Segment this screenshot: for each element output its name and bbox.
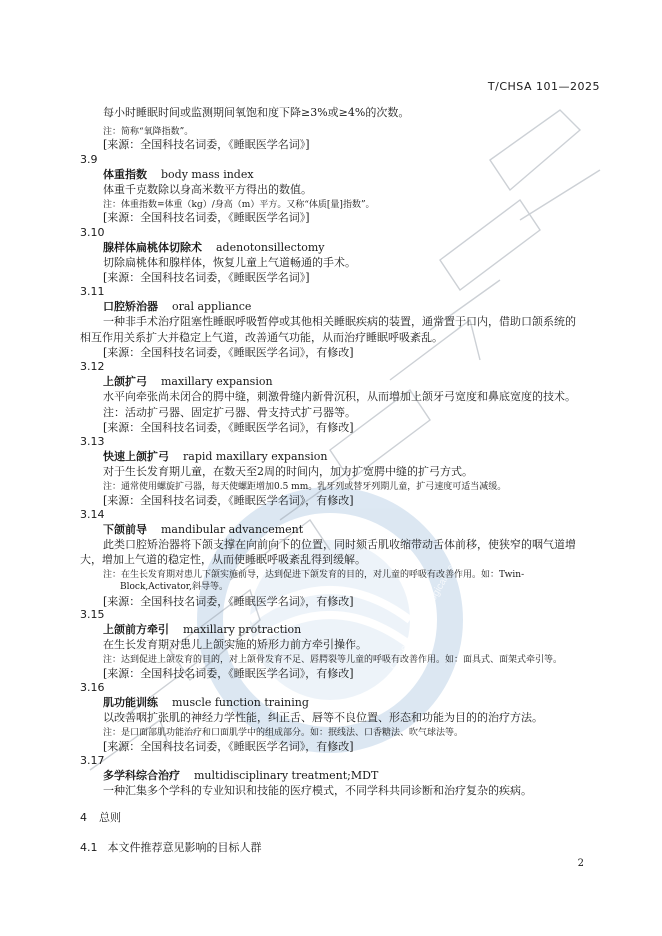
- term-note: 注：体重指数=体重（kg）/身高（m）平方。又称“体质[量]指数”。: [103, 200, 375, 210]
- term-number: 3.10: [80, 226, 105, 239]
- term-english: muscle function training: [172, 696, 309, 709]
- term-source: [来源：全国科技名词委，《睡眠医学名词》，有修改]: [103, 740, 354, 753]
- term-source: [来源：全国科技名词委，《睡眠医学名词》]: [103, 211, 310, 224]
- term-chinese: 上颌扩弓: [103, 375, 147, 388]
- intro-note: 注：简称“氧降指数”。: [103, 127, 194, 137]
- term-chinese: 上颌前方牵引: [103, 623, 169, 636]
- term-number: 3.14: [80, 508, 105, 521]
- term-number: 3.13: [80, 435, 105, 448]
- term-source: [来源：全国科技名词委，《睡眠医学名词》，有修改]: [103, 494, 354, 507]
- term-definition-line: 大，增加上气道的稳定性，从而使睡眠呼吸紊乱得到缓解。: [80, 553, 366, 566]
- subsection-number: 4.1: [80, 841, 98, 854]
- term-source: [来源：全国科技名词委，《睡眠医学名词》，有修改]: [103, 346, 354, 359]
- term-english: body mass index: [161, 168, 254, 181]
- subsection-title: 本文件推荐意见影响的目标人群: [107, 841, 262, 854]
- term-source: [来源：全国科技名词委，《睡眠医学名词》，有修改]: [103, 667, 354, 680]
- term-chinese: 口腔矫治器: [103, 300, 158, 313]
- term-heading: [103, 239, 325, 255]
- term-english: adenotonsillectomy: [216, 241, 325, 254]
- term-note-line: Block,Activator,斜导等。: [120, 582, 228, 592]
- intro-source: [来源：全国科技名词委，《睡眠医学名词》]: [103, 138, 310, 151]
- term-definition: 水平向牵张尚未闭合的腭中缝，刺激骨缝内新骨沉积，从而增加上颌牙弓宽度和鼻底宽度的技术。: [103, 390, 576, 403]
- term-definition: 在生长发育期对患儿上颌实施的矫形力前方牵引操作。: [103, 638, 367, 651]
- term-number: 3.11: [80, 285, 105, 298]
- section-number: 4: [80, 811, 87, 824]
- term-chinese: 腺样体扁桃体切除术: [103, 241, 202, 254]
- section-title: 总则: [99, 811, 121, 824]
- term-english: oral appliance: [172, 300, 252, 313]
- intro-text: 每小时睡眠时间或监测期间氧饱和度下降≥3%或≥4%的次数。: [103, 106, 410, 119]
- term-heading: [103, 521, 303, 537]
- term-number: 3.16: [80, 681, 105, 694]
- page-number: 2: [577, 858, 584, 869]
- document-code: T/CHSA 101—2025: [487, 80, 600, 93]
- term-english: mandibular advancement: [161, 523, 304, 536]
- term-english: maxillary expansion: [161, 375, 273, 388]
- term-definition: 切除扁桃体和腺样体，恢复儿童上气道畅通的手术。: [103, 256, 356, 269]
- term-note: 注：是口面部肌功能治疗和口面肌学中的组成部分。如：抿线法、口香糖法、吹气球法等。: [103, 728, 464, 738]
- term-chinese: 快速上颌扩弓: [103, 450, 169, 463]
- term-definition-line: 一种非手术治疗阻塞性睡眠呼吸暂停或其他相关睡眠疾病的装置，通常置于口内，借助口颌系统的: [103, 315, 576, 328]
- term-heading: [103, 166, 254, 182]
- term-english: maxillary protraction: [183, 623, 302, 636]
- term-source: [来源：全国科技名词委，《睡眠医学名词》，有修改]: [103, 421, 354, 434]
- term-chinese: 多学科综合治疗: [103, 769, 180, 782]
- term-heading: [103, 621, 301, 637]
- term-number: 3.15: [80, 608, 105, 621]
- section-heading: [80, 809, 121, 825]
- term-note: 注：达到促进上颌发育的目的，对上颌骨发育不足、唇腭裂等儿童的呼吸有改善作用。如：面具式、面架式牵引等。: [103, 655, 563, 665]
- term-number: 3.12: [80, 360, 105, 373]
- term-heading: [103, 298, 251, 314]
- term-english: multidisciplinary treatment;MDT: [194, 769, 379, 782]
- term-english: rapid maxillary expansion: [183, 450, 328, 463]
- term-definition: 一种汇集多个学科的专业知识和技能的医疗模式，不同学科共同诊断和治疗复杂的疾病。: [103, 784, 532, 797]
- term-chinese: 下颌前导: [103, 523, 147, 536]
- term-definition-line: 此类口腔矫治器将下颌支撑在向前向下的位置，同时颏舌肌收缩带动舌体前移，使狭窄的咽气道增: [103, 538, 576, 551]
- term-note: 注：活动扩弓器、固定扩弓器、骨支持式扩弓器等。: [103, 406, 356, 419]
- term-note-line: 注：在生长发育期对患儿下颌实施前导，达到促进下颌发育的目的，对儿童的呼吸有改善作用。如：Twin-: [103, 570, 525, 580]
- term-number: 3.17: [80, 754, 105, 767]
- term-source: [来源：全国科技名词委，《睡眠医学名词》]: [103, 271, 310, 284]
- term-note: 注：通常使用螺旋扩弓器，每天使螺距增加0.5 mm。乳牙列或替牙列期儿童，扩弓速度可适当减缓。: [103, 482, 507, 492]
- watermark-org-text: Chinese Stomatological Association: [388, 528, 477, 672]
- term-heading: [103, 694, 309, 710]
- term-heading: [103, 767, 378, 783]
- term-definition: 体重千克数除以身高米数平方得出的数值。: [103, 183, 312, 196]
- term-definition: 对于生长发育期儿童，在数天至2周的时间内，加力扩宽腭中缝的扩弓方式。: [103, 465, 473, 478]
- term-heading: [103, 448, 327, 464]
- term-source: [来源：全国科技名词委，《睡眠医学名词》，有修改]: [103, 595, 354, 608]
- term-heading: [103, 373, 273, 389]
- term-number: 3.9: [80, 153, 98, 166]
- term-definition: 以改善咽扩张肌的神经力学性能，纠正舌、唇等不良位置、形态和功能为目的的治疗方法。: [103, 711, 543, 724]
- term-chinese: 肌功能训练: [103, 696, 158, 709]
- term-definition-line: 相互作用关系扩大并稳定上气道，改善通气功能，从而治疗睡眠呼吸紊乱。: [80, 331, 443, 344]
- subsection-heading: [80, 839, 262, 855]
- term-chinese: 体重指数: [103, 168, 147, 181]
